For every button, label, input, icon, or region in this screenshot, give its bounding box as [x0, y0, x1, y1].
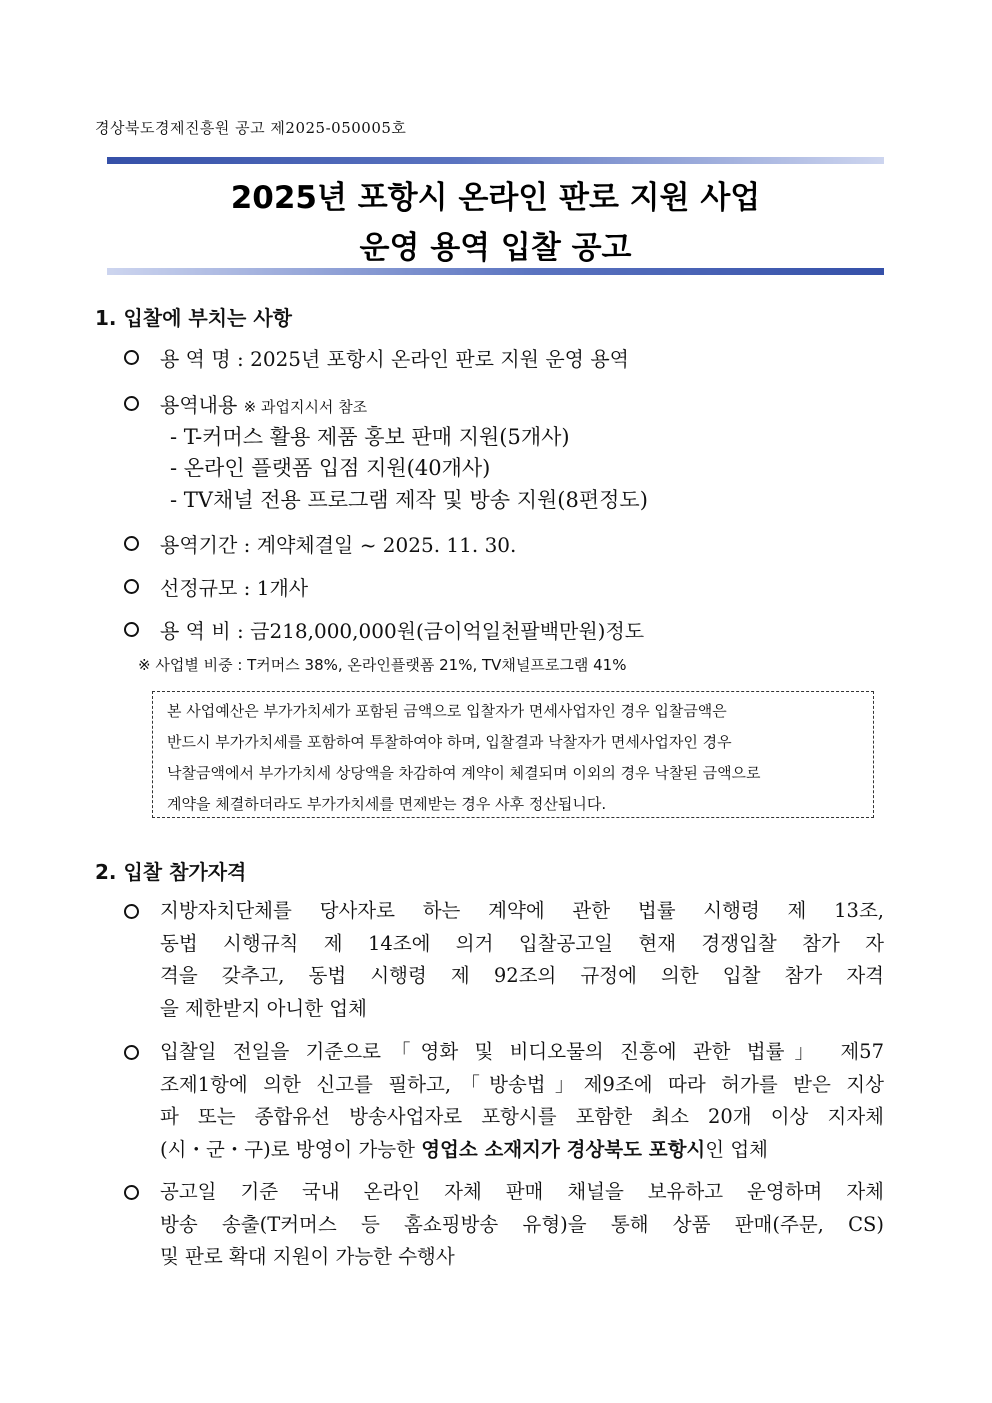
qual2-line-4 [160, 1134, 884, 1167]
qual1-line-4: 을 제한받지 아니한 업체 [160, 996, 367, 1020]
vat-line-4: 계약을 체결하더라도 부가가치세를 면제받는 경우 사후 정산됩니다. [167, 795, 607, 813]
bullet-circle-icon [124, 536, 139, 551]
ratio-note: ※ 사업별 비중 : T커머스 38%, 온라인플랫폼 21%, TV채널프로그램 41% [138, 656, 627, 674]
bullet-circle-icon [124, 1045, 139, 1060]
vat-line-2: 반드시 부가가치세를 포함하여 투찰하여야 하며, 입찰결과 낙찰자가 면세사업자인 경우 [167, 733, 732, 751]
bullet-circle-icon [124, 622, 139, 637]
qual2-line-2: 조제1항에 의한 신고를 필하고,「방송법」제9조에 따라 허가를 받은 지상 [160, 1072, 884, 1096]
qual2-line-4-pre: (시・군・구)로 방영이 가능한 [160, 1137, 422, 1161]
title-line-2: 운영 용역 입찰 공고 [359, 230, 632, 266]
vat-notice-box [152, 691, 874, 818]
qual1-line-3: 격을 갖추고, 동법 시행령 제 92조의 규정에 의한 입찰 참가 자격 [160, 964, 884, 987]
service-name: 용 역 명 : 2025년 포항시 온라인 판로 지원 운영 용역 [160, 347, 629, 371]
qual3-line-2: 방송 송출(T커머스 등 홈쇼핑방송 유형)을 통해 상품 판매(주문, CS) [160, 1212, 884, 1236]
qualification-2 [160, 1036, 884, 1166]
content-item-3: - TV채널 전용 프로그램 제작 및 방송 지원(8편정도) [170, 488, 648, 512]
content-line [160, 389, 367, 418]
content-item-2: - 온라인 플랫폼 입점 지원(40개사) [170, 456, 491, 480]
vat-line-1: 본 사업예산은 부가가치세가 포함된 금액으로 입찰자가 면세사업자인 경우 입찰금액은 [167, 702, 727, 720]
vat-line-3: 낙찰금액에서 부가가치세 상당액을 차감하여 계약이 체결되며 이외의 경우 낙찰된 금액으로 [167, 764, 761, 782]
bullet-circle-icon [124, 1185, 139, 1200]
qualification-1 [160, 895, 884, 1025]
qual2-line-3: 파 또는 종합유선 방송사업자로 포항시를 포함한 최소 20개 이상 지자체 [160, 1105, 884, 1128]
bullet-circle-icon [124, 396, 139, 411]
content-reference: ※ 과업지시서 참조 [243, 398, 368, 416]
service-period: 용역기간 : 계약체결일 ~ 2025. 11. 30. [160, 533, 517, 557]
qual1-line-2: 동법 시행규칙 제 14조에 의거 입찰공고일 현재 경쟁입찰 참가 자 [160, 931, 884, 955]
title-top-bar [107, 157, 884, 164]
qual2-line-1: 입찰일 전일을 기준으로「영화 및 비디오물의 진흥에 관한 법률」 제57 [160, 1040, 884, 1063]
service-cost: 용 역 비 : 금218,000,000원(금이억일천팔백만원)정도 [160, 619, 645, 643]
title-bottom-bar [107, 268, 884, 275]
selection-scale: 선정규모 : 1개사 [160, 576, 309, 600]
section2-heading: 2. 입찰 참가자격 [95, 860, 247, 884]
content-item-1: - T-커머스 활용 제품 홍보 판매 지원(5개사) [170, 425, 570, 449]
bullet-circle-icon [124, 350, 139, 365]
qual3-line-3: 및 판로 확대 지원이 가능한 수행사 [160, 1245, 455, 1268]
notice-number: 경상북도경제진흥원 공고 제2025-050005호 [95, 119, 407, 137]
section1-heading: 1. 입찰에 부치는 사항 [95, 306, 292, 330]
bullet-circle-icon [124, 904, 139, 919]
qual3-line-1: 공고일 기준 국내 온라인 자체 판매 채널을 보유하고 운영하며 자체 [160, 1180, 884, 1203]
qual1-line-1: 지방자치단체를 당사자로 하는 계약에 관한 법률 시행령 제 13조, [160, 899, 884, 922]
qual2-location-emphasis: 영업소 소재지가 경상북도 포항시 [421, 1137, 706, 1161]
bullet-circle-icon [124, 579, 139, 594]
content-label: 용역내용 [160, 393, 238, 417]
title-line-1: 2025년 포항시 온라인 판로 지원 사업 [230, 180, 761, 216]
qual2-line-4-post: 인 업체 [705, 1137, 768, 1161]
qualification-3 [160, 1176, 884, 1274]
